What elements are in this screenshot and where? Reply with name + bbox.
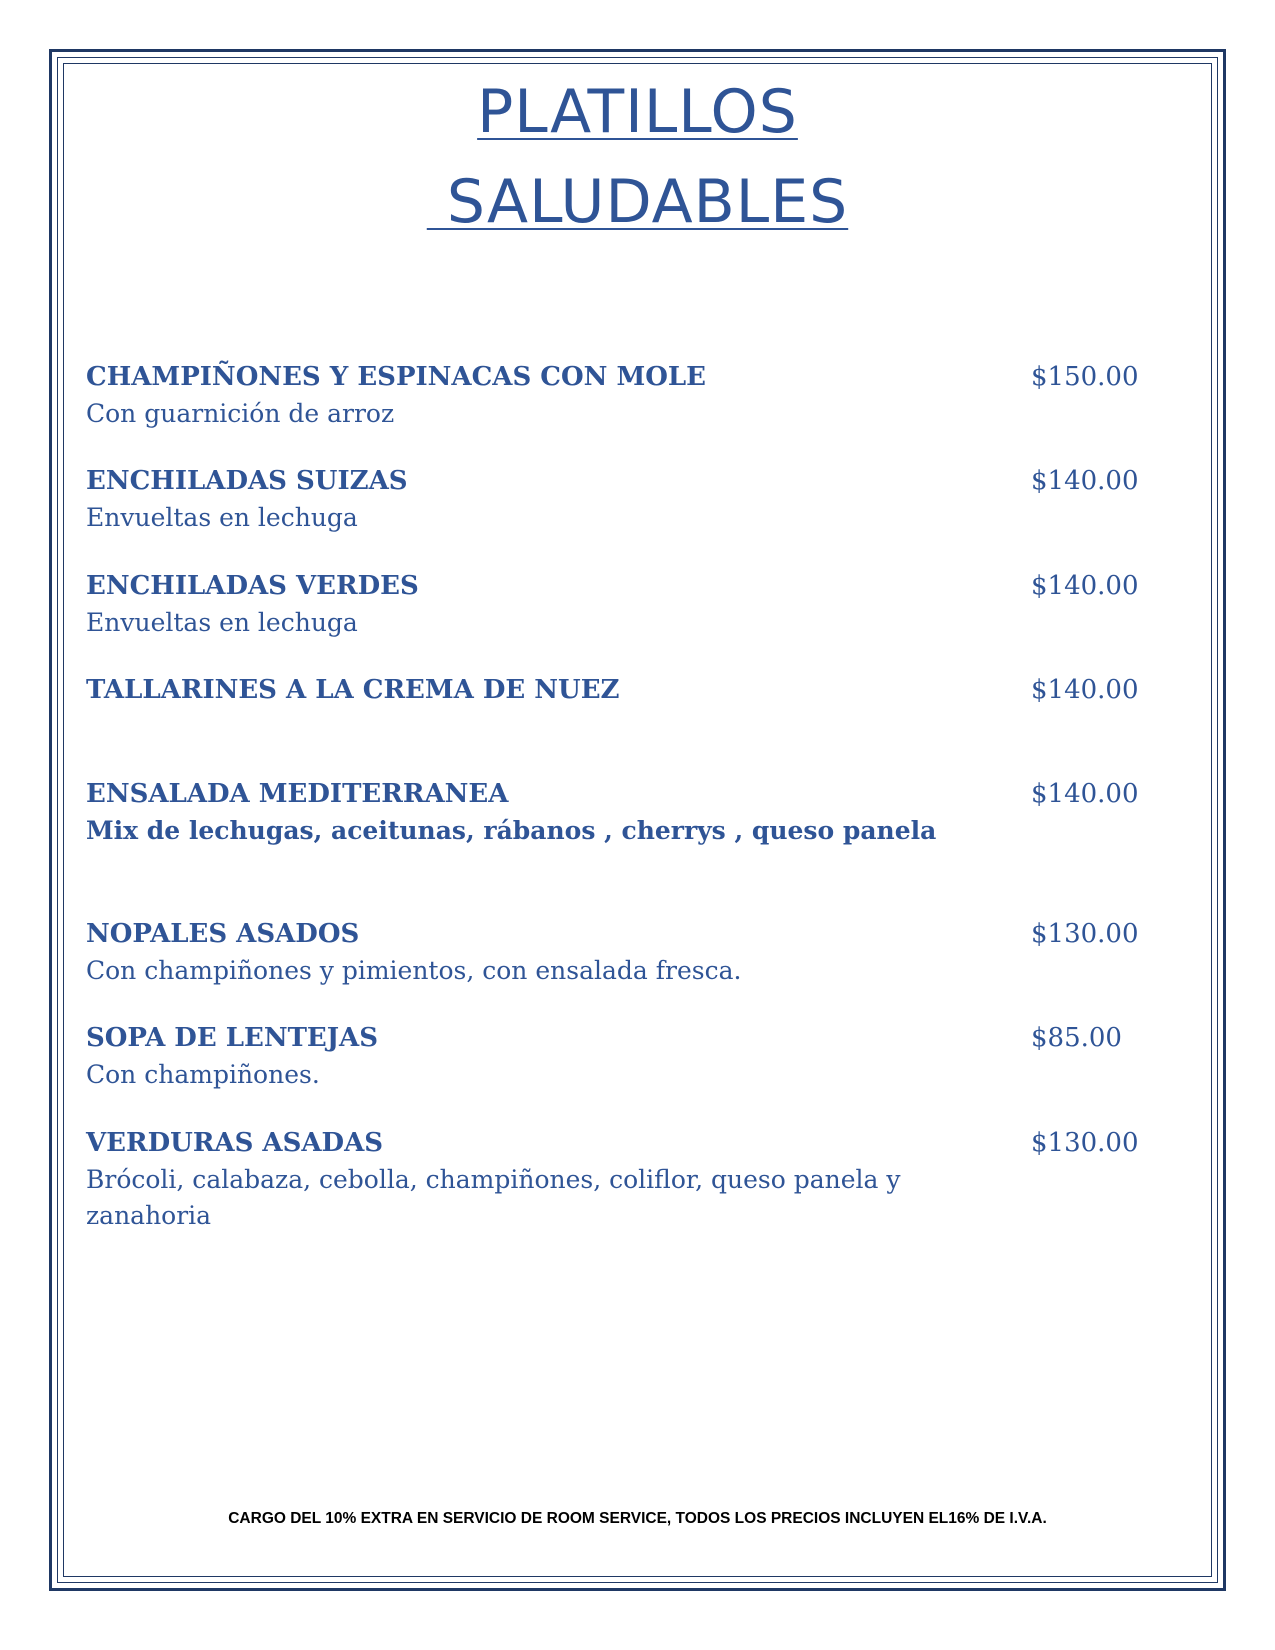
menu-item-description: Mix de lechugas, aceitunas, rábanos , cherrys , queso panela — [86, 816, 937, 845]
menu-item-name: ENCHILADAS SUIZAS — [86, 466, 408, 496]
menu-item-description: Envueltas en lechuga — [86, 503, 358, 532]
menu-title-line-1 — [0, 77, 1275, 147]
menu-item-price: $130.00 — [1031, 919, 1139, 949]
menu-item-name: NOPALES ASADOS — [86, 919, 360, 949]
menu-title-line-1-text: PLATILLOS — [477, 77, 798, 147]
menu-item-price: $140.00 — [1031, 779, 1139, 809]
menu-item-price: $150.00 — [1031, 362, 1139, 392]
menu-item-description: Con champiñones y pimientos, con ensalada fresca. — [86, 956, 742, 985]
menu-item-price: $140.00 — [1031, 466, 1139, 496]
menu-item-description: Con champiñones. — [86, 1060, 320, 1089]
menu-item-description: Con guarnición de arroz — [86, 399, 395, 428]
menu-item-name: TALLARINES A LA CREMA DE NUEZ — [86, 675, 620, 705]
menu-item-name: CHAMPIÑONES Y ESPINACAS CON MOLE — [86, 362, 706, 392]
menu-item-price: $140.00 — [1031, 675, 1139, 705]
menu-item-name: VERDURAS ASADAS — [86, 1128, 384, 1158]
menu-item-price: $140.00 — [1031, 571, 1139, 601]
menu-item-price: $130.00 — [1031, 1128, 1139, 1158]
menu-title-line-2-text: SALUDABLES — [426, 167, 849, 237]
menu-item-name: SOPA DE LENTEJAS — [86, 1023, 379, 1053]
service-charge-note: CARGO DEL 10% EXTRA EN SERVICIO DE ROOM SERVICE, TODOS LOS PRECIOS INCLUYEN EL16% DE I.V.A. — [228, 1510, 1047, 1527]
menu-item-name: ENSALADA MEDITERRANEA — [86, 779, 509, 809]
menu-title-line-2 — [0, 167, 1275, 237]
menu-item-price: $85.00 — [1031, 1023, 1122, 1053]
menu-item-name: ENCHILADAS VERDES — [86, 571, 419, 601]
menu-item-description: Envueltas en lechuga — [86, 608, 358, 637]
menu-item-description: Brócoli, calabaza, cebolla, champiñones, coliflor, queso panela y zanahoria — [86, 1165, 901, 1230]
